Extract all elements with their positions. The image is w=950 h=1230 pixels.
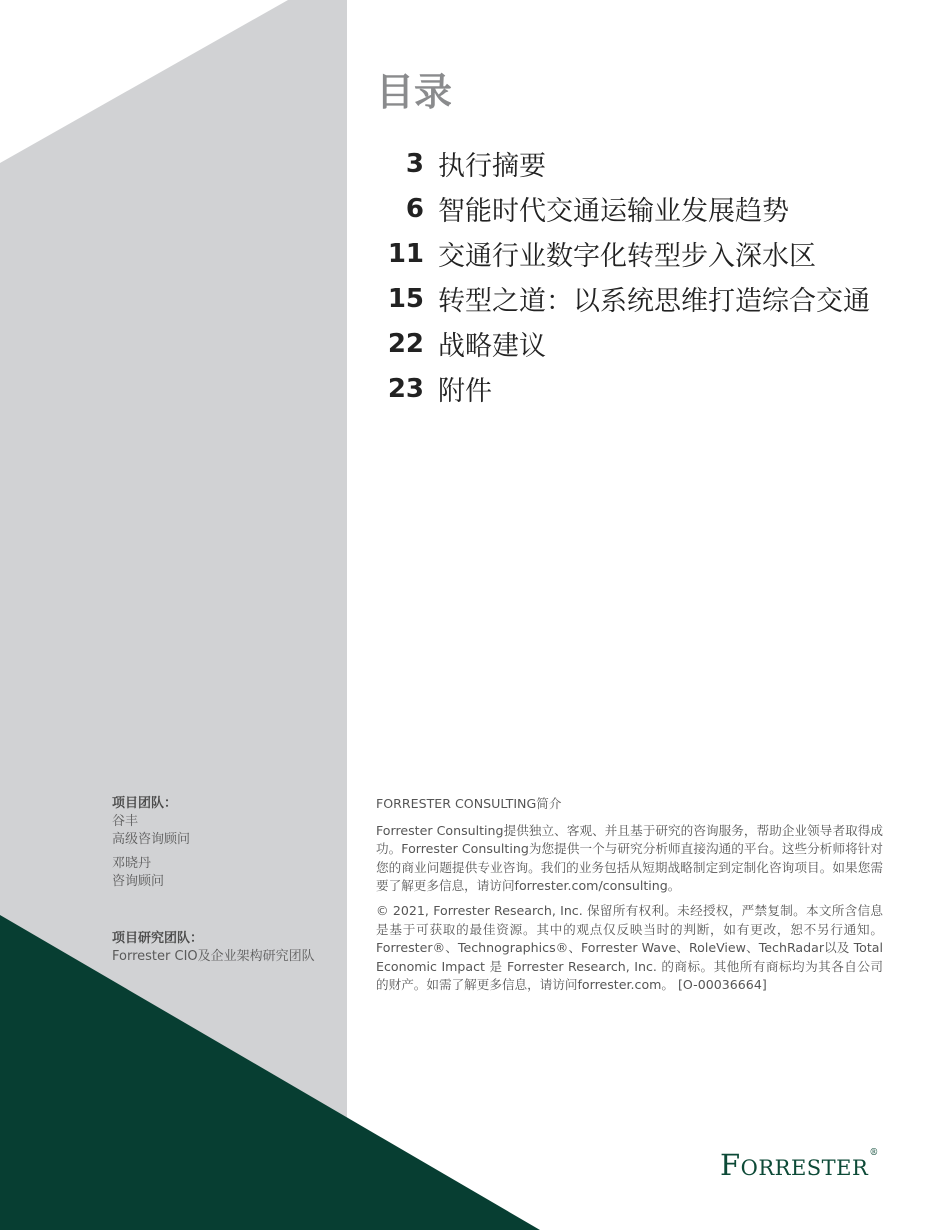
team-member-role: 高级咨询顾问 [112,832,191,847]
toc-item[interactable] [376,366,936,411]
registered-mark: ® [869,1148,879,1158]
about-title: FORRESTER CONSULTING简介 [376,796,562,811]
toc-page-number: 11 [387,238,424,269]
toc-item-label: 转型之道：以系统思维打造综合交通 [438,286,870,317]
toc-item-label: 交通行业数字化转型步入深水区 [438,241,816,272]
project-team [112,795,337,891]
research-team-name: Forrester CIO及企业架构研究团队 [112,949,315,964]
toc-item[interactable] [376,141,936,186]
copyright-paragraph: © 2021, Forrester Research, Inc. 保留所有权利。未经授权，严禁复制。本文所含信息是基于可获取的最佳资源。其中的观点仅反映当时的判断，如有更改，恕不另行通知。Forrester®、Technographics®、Forrester Wave、RoleView、TechRadar以及 Total Economic Impact 是 Forrester Research, Inc. 的商标。其他所有商标均为其各自公司的财产。如需了解更多信息，请访问forrester.com。 [O-00036664] [376,902,883,993]
toc-item[interactable] [376,231,936,276]
research-team [112,930,337,966]
toc-item-label: 智能时代交通运输业发展趋势 [438,196,789,227]
research-team-heading: 项目研究团队： [112,931,204,946]
toc-item[interactable] [376,276,936,321]
toc-item[interactable] [376,186,936,231]
team-member-role: 咨询顾问 [112,874,165,889]
forrester-logo [720,1148,879,1182]
logo-rest: ORRESTER [740,1156,869,1180]
team-member-name: 邓晓丹 [112,856,152,871]
toc-page-number: 22 [387,328,424,359]
about-section [376,795,883,1001]
logo-initial: F [720,1148,741,1182]
toc-item-label: 战略建议 [438,331,546,362]
toc-item[interactable] [376,321,936,366]
toc-page-number: 23 [387,373,424,404]
toc-page-number: 3 [405,148,424,179]
team-member-name: 谷丰 [112,814,139,829]
project-team-heading: 项目团队： [112,796,178,811]
toc-title: 目录 [376,70,453,114]
toc-item-label: 附件 [438,376,492,407]
toc-item-label: 执行摘要 [438,151,546,182]
toc-list [376,141,936,411]
toc-page-number: 6 [405,193,424,224]
toc-page-number: 15 [387,283,424,314]
about-paragraph: Forrester Consulting提供独立、客观、并且基于研究的咨询服务，帮助企业领导者取得成功。Forrester Consulting为您提供一个与研究分析师直接沟通的平台。这些分析师将针对您的商业问题提供专业咨询。我们的业务包括从短期战略制定到定制化咨询项目。如果您需要了解更多信息，请访问forrester.com/consulting。 [376,822,883,894]
